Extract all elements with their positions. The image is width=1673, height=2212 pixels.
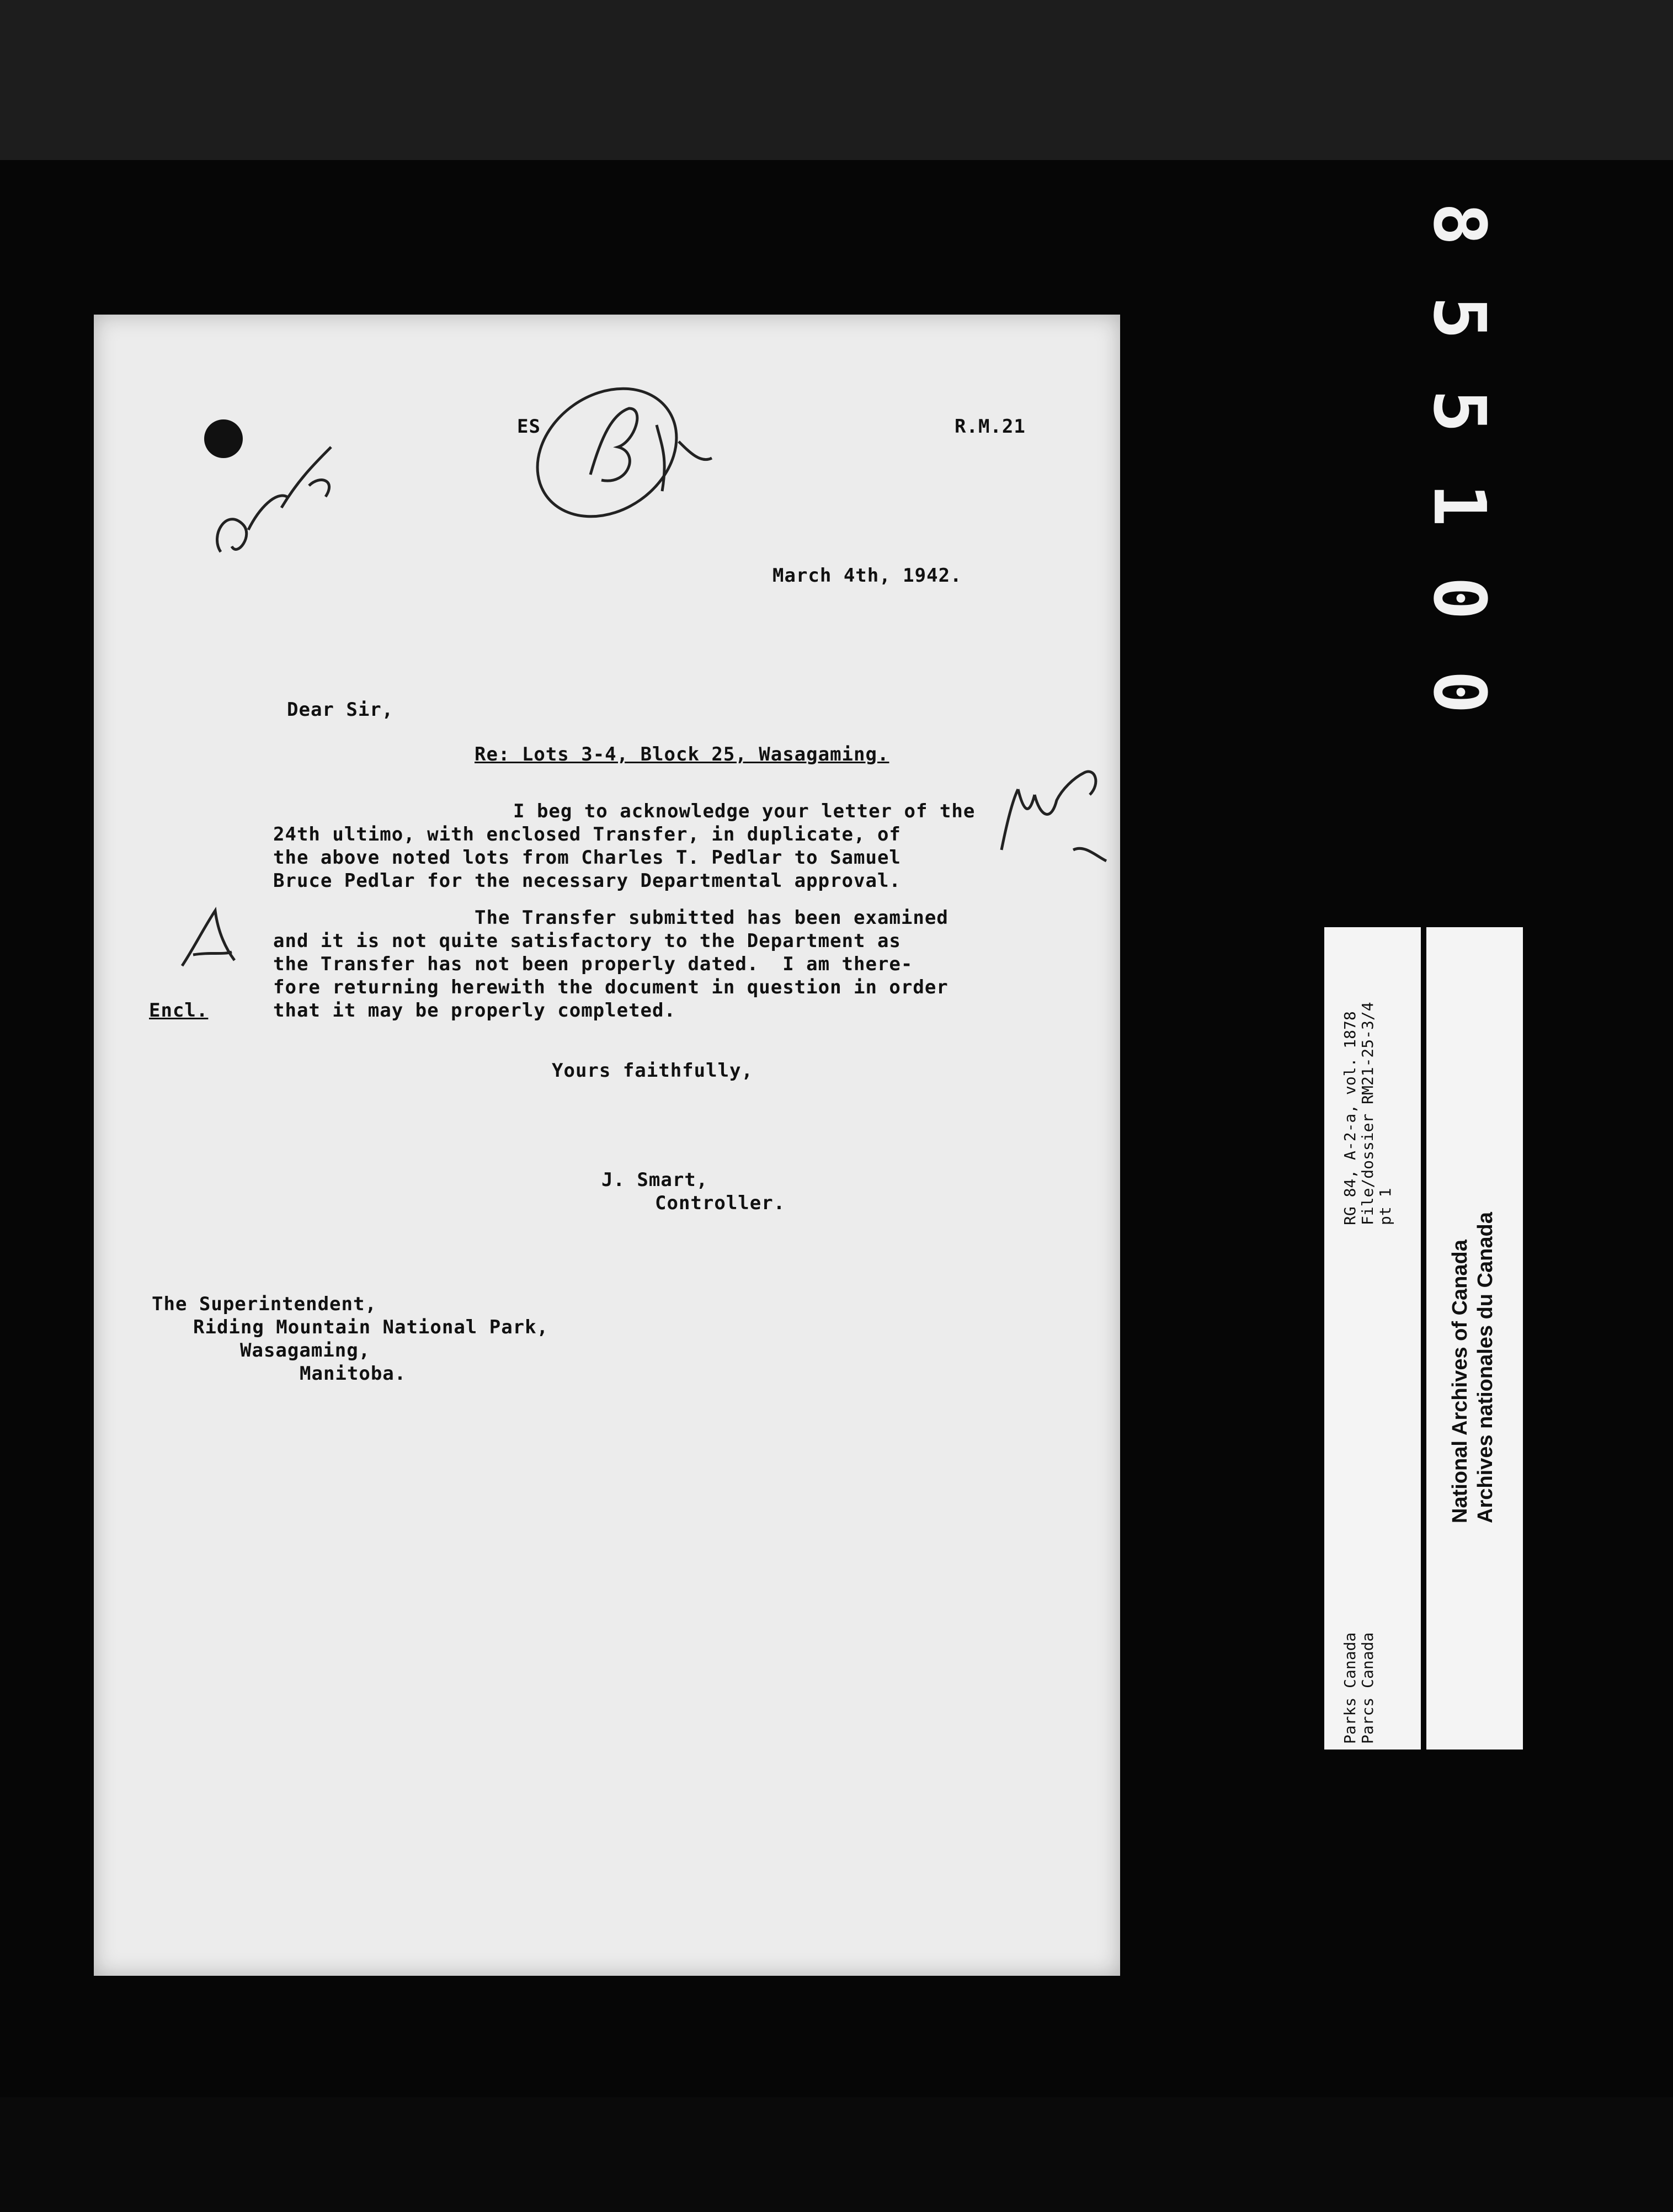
paragraph1-line4: Bruce Pedlar for the necessary Departmental approval. <box>273 870 901 892</box>
reference-line-2: File/dossier RM21-25-3/4 <box>1358 1002 1377 1225</box>
frame-digit-6: 8 <box>1418 202 1501 246</box>
signer-title: Controller. <box>655 1192 786 1214</box>
enclosure-note: Encl. <box>149 999 209 1022</box>
letter-page <box>94 315 1120 1976</box>
agency-line-1: Parks Canada <box>1341 1632 1359 1744</box>
frame-digit-5: 5 <box>1418 296 1501 339</box>
institution-line-1: National Archives of Canada <box>1448 1240 1472 1523</box>
frame-digit-1: 0 <box>1418 670 1501 714</box>
address-line1: The Superintendent, <box>152 1293 377 1315</box>
reference-line-1: RG 84, A-2-a, vol. 1878 <box>1341 1011 1359 1225</box>
paragraph1-line2: 24th ultimo, with enclosed Transfer, in duplicate, of <box>273 823 901 846</box>
frame-digit-3: 1 <box>1418 483 1501 527</box>
header-reference: R.M.21 <box>955 416 1026 438</box>
signer-name: J. Smart, <box>601 1169 708 1191</box>
film-frame-number <box>1418 182 1501 734</box>
subject-line: Re: Lots 3-4, Block 25, Wasagaming. <box>475 743 889 765</box>
reference-line-3: pt 1 <box>1376 1188 1394 1225</box>
institution-line-2: Archives nationales du Canada <box>1474 1212 1497 1523</box>
address-line3: Wasagaming, <box>240 1339 371 1362</box>
frame-digit-4: 5 <box>1418 390 1501 433</box>
salutation: Dear Sir, <box>287 699 394 721</box>
paragraph2-line4: fore returning herewith the document in question in order <box>273 976 949 998</box>
handwritten-initials-right <box>990 740 1117 883</box>
agency-line-2: Parcs Canada <box>1358 1632 1377 1744</box>
address-line4: Manitoba. <box>300 1363 407 1385</box>
archive-institution-label <box>1426 927 1523 1750</box>
paragraph2-line1: The Transfer submitted has been examined <box>475 907 949 929</box>
handwritten-stamp-circle <box>524 359 734 546</box>
closing: Yours faithfully, <box>552 1060 753 1082</box>
header-initials: ES <box>517 416 541 438</box>
paragraph1-line3: the above noted lots from Charles T. Pedlar to Samuel <box>273 847 901 869</box>
frame-digit-2: 0 <box>1418 577 1501 620</box>
paragraph2-line3: the Transfer has not been properly dated. I am there- <box>273 953 913 975</box>
paragraph2-line5: that it may be properly completed. <box>273 999 676 1022</box>
archive-reference-label <box>1324 927 1421 1750</box>
handwritten-annotation-top-left <box>204 397 370 574</box>
film-strip-top <box>0 0 1673 160</box>
address-line2: Riding Mountain National Park, <box>193 1316 549 1338</box>
paragraph2-line2: and it is not quite satisfactory to the Department as <box>273 930 901 952</box>
paragraph1-line1: I beg to acknowledge your letter of the <box>513 800 976 822</box>
film-strip-bottom <box>0 2097 1673 2212</box>
letter-date: March 4th, 1942. <box>772 565 962 587</box>
handwritten-checkmark <box>171 900 243 977</box>
